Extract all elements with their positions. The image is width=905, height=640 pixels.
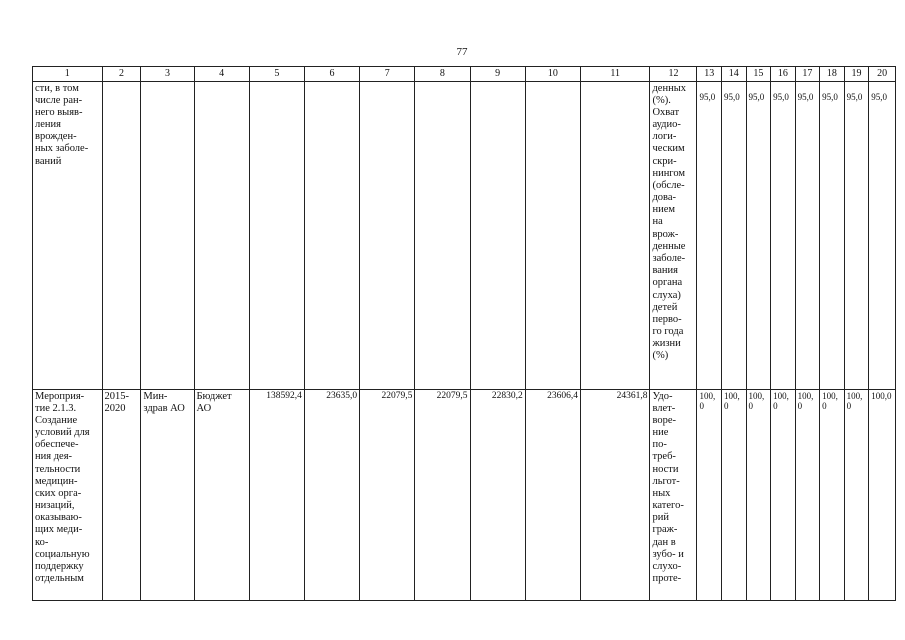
table-cell: 95,0 — [697, 81, 722, 389]
table-row — [33, 81, 896, 389]
table-cell — [525, 81, 580, 389]
column-number: 19 — [844, 67, 869, 82]
column-number: 2 — [102, 67, 141, 82]
column-number: 4 — [194, 67, 249, 82]
table-cell: Бюджет АО — [194, 389, 249, 600]
page-number: 77 — [456, 46, 468, 58]
table-cell: 100,0 — [795, 389, 820, 600]
table-cell — [141, 81, 194, 389]
column-number: 13 — [697, 67, 722, 82]
table-cell: 100,0 — [869, 389, 896, 600]
table-cell: 22079,5 — [415, 389, 470, 600]
table-cell — [194, 81, 249, 389]
column-number: 7 — [360, 67, 415, 82]
table-cell: денных (%). Охват аудио- логи- ческим скри- нингом (обсле- дова- нием на врож- денные заболе- вания органа слуха) детей перво- го года жизни (%) — [650, 81, 697, 389]
table-cell — [304, 81, 359, 389]
table-cell: 95,0 — [820, 81, 845, 389]
column-number: 12 — [650, 67, 697, 82]
column-number: 1 — [33, 67, 103, 82]
table-cell: 100,0 — [844, 389, 869, 600]
table-cell — [249, 81, 304, 389]
table-cell — [580, 81, 650, 389]
column-number: 16 — [771, 67, 796, 82]
table-cell: Мероприя- тие 2.1.3. Создание условий для обеспече- ния дея- тельности медицин- ских орга- низаций, оказываю- щих меди- ко- социальную поддержку отдельным — [33, 389, 103, 600]
table-cell: 95,0 — [746, 81, 771, 389]
column-number: 15 — [746, 67, 771, 82]
column-number: 20 — [869, 67, 896, 82]
column-number: 14 — [722, 67, 747, 82]
table-cell: 100,0 — [746, 389, 771, 600]
column-number: 11 — [580, 67, 650, 82]
table-cell: Мин- здрав АО — [141, 389, 194, 600]
table-cell — [102, 81, 141, 389]
table-cell: сти, в том числе ран- него выяв- ления врожден- ных заболе- ваний — [33, 81, 103, 389]
table-cell: 100,0 — [722, 389, 747, 600]
table-cell — [415, 81, 470, 389]
table-cell: 22830,2 — [470, 389, 525, 600]
column-number-row — [33, 67, 896, 82]
table-cell: 95,0 — [722, 81, 747, 389]
column-number: 3 — [141, 67, 194, 82]
table-cell: 138592,4 — [249, 389, 304, 600]
column-number: 17 — [795, 67, 820, 82]
table-cell: 95,0 — [869, 81, 896, 389]
table-cell — [360, 81, 415, 389]
budget-table — [32, 66, 896, 601]
column-number: 8 — [415, 67, 470, 82]
table-row — [33, 389, 896, 600]
table-cell — [470, 81, 525, 389]
table-cell: 23635,0 — [304, 389, 359, 600]
table-cell: 100,0 — [820, 389, 845, 600]
column-number: 18 — [820, 67, 845, 82]
table-cell: 100,0 — [771, 389, 796, 600]
table-cell: 95,0 — [795, 81, 820, 389]
column-number: 10 — [525, 67, 580, 82]
table-cell: 100,0 — [697, 389, 722, 600]
table-cell: Удо- влет- воре- ние по- треб- ности льгот- ных катего- рий граж- дан в зубо- и слухо- проте- — [650, 389, 697, 600]
column-number: 5 — [249, 67, 304, 82]
column-number: 9 — [470, 67, 525, 82]
column-number: 6 — [304, 67, 359, 82]
table-cell: 23606,4 — [525, 389, 580, 600]
table-cell: 95,0 — [771, 81, 796, 389]
table-cell: 95,0 — [844, 81, 869, 389]
table-cell: 2015- 2020 — [102, 389, 141, 600]
table-cell: 24361,8 — [580, 389, 650, 600]
table-cell: 22079,5 — [360, 389, 415, 600]
